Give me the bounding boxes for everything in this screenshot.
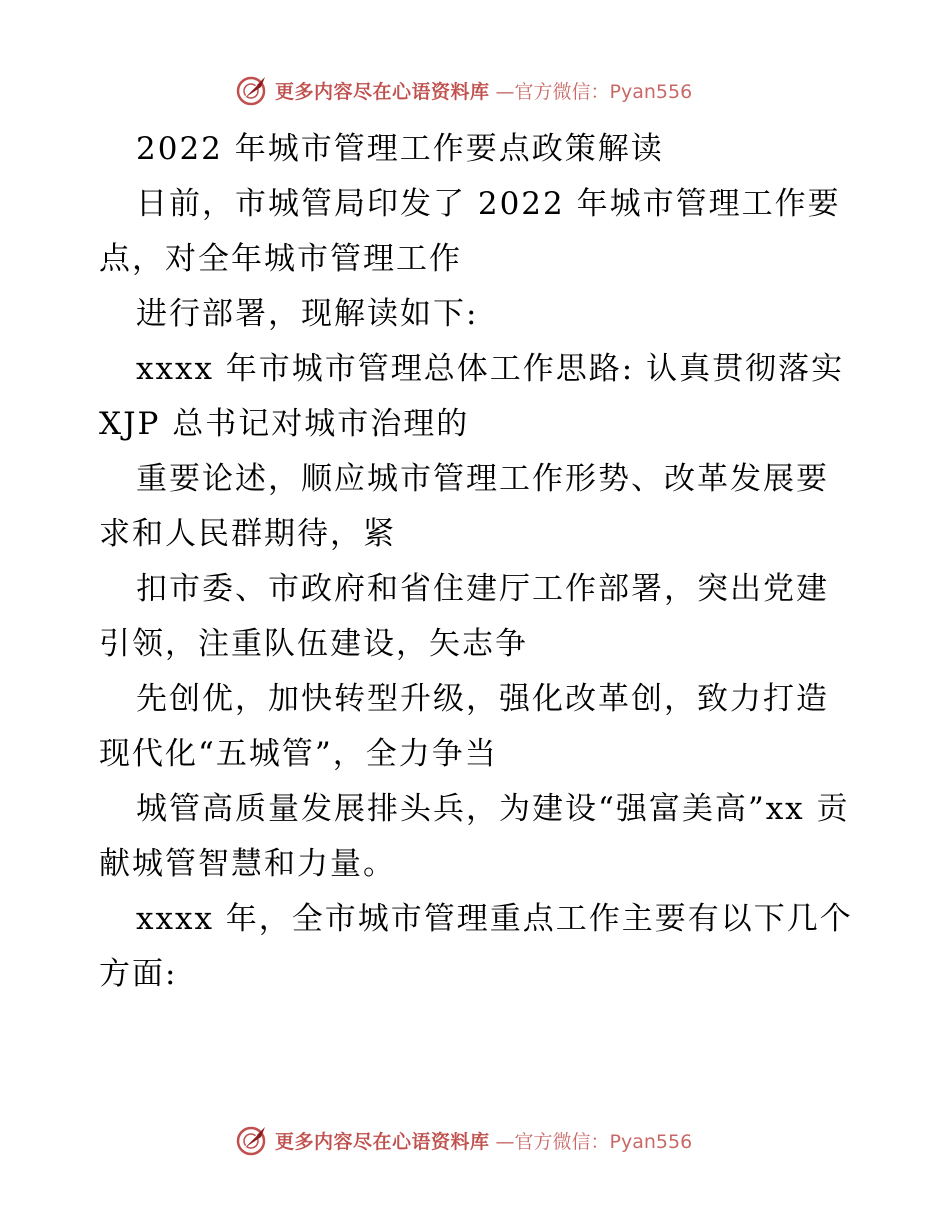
paragraph: 日前，市城管局印发了 2022 年城市管理工作要点，对全年城市管理工作 xyxy=(99,186,841,277)
quill-logo-icon xyxy=(235,73,269,107)
watermark-contact: —官方微信：Pyan556 xyxy=(495,80,693,103)
paragraph: 进行部署，现解读如下: xyxy=(136,296,479,332)
paragraph: 先创优，加快转型升级，强化改革创，致力打造现代化“五城管”，全力争当 xyxy=(99,681,829,772)
paragraph: xxxx 年市城市管理总体工作思路: 认真贯彻落实 XJP 总书记对城市治理的 xyxy=(99,351,845,442)
watermark-contact: —官方微信：Pyan556 xyxy=(495,1130,693,1153)
watermark-text: 更多内容尽在心语资料库 xyxy=(275,1130,490,1153)
header-watermark xyxy=(235,72,692,108)
paragraph: 重要论述，顺应城市管理工作形势、改革发展要求和人民群期待，紧 xyxy=(99,461,829,552)
paragraph: xxxx 年，全市城市管理重点工作主要有以下几个方面: xyxy=(99,901,853,992)
paragraph: 扣市委、市政府和省住建厅工作部署，突出党建引领，注重队伍建设，矢志争 xyxy=(99,571,829,662)
document-body xyxy=(99,122,859,1002)
document-title: 2022 年城市管理工作要点政策解读 xyxy=(136,131,664,167)
quill-logo-icon xyxy=(235,1123,269,1157)
watermark-text: 更多内容尽在心语资料库 xyxy=(275,80,490,103)
paragraph: 城管高质量发展排头兵，为建设“强富美高”xx 贡献城管智慧和力量。 xyxy=(99,791,850,882)
footer-watermark xyxy=(235,1122,692,1158)
